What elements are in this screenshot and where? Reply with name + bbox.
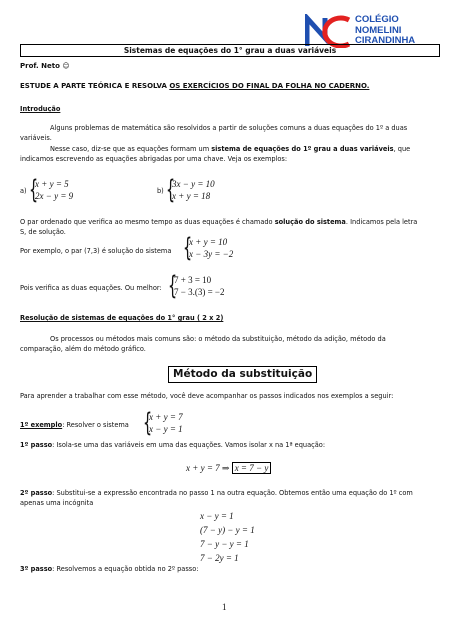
step-1-text: : Isola-se uma das variáveis em uma das equações. Vamos isolar x na 1ª equação: bbox=[52, 441, 326, 449]
example-b-eq1: 3x − y = 10 bbox=[172, 179, 215, 189]
p3-part-b: solução do sistema bbox=[274, 218, 346, 226]
step-1-equation bbox=[186, 462, 271, 474]
p2-part-d: indicamos escrevendo as equações abrigadas por uma chave. Veja os exemplos: bbox=[20, 154, 288, 163]
system-2-eq1: 7 + 3 = 10 bbox=[174, 275, 212, 285]
step-2-text-a: : Substitui-se a expressão encontrada no passo 1 na outra equação. Obtemos então uma equação do 1º com bbox=[52, 489, 413, 497]
page-number: 1 bbox=[222, 602, 227, 612]
instruction-part-a: ESTUDE A PARTE TEÓRICA E RESOLVA bbox=[20, 82, 170, 90]
example-b-label: b) bbox=[157, 187, 164, 195]
intro-heading: Introdução bbox=[20, 105, 61, 113]
instruction bbox=[20, 82, 369, 90]
brace-icon: { bbox=[168, 271, 178, 301]
school-logo bbox=[305, 14, 445, 48]
method-title bbox=[168, 366, 317, 383]
system-3-eq1: x + y = 7 bbox=[149, 412, 183, 422]
logo-line-3: CIRANDINHA bbox=[355, 35, 416, 46]
example-a-label: a) bbox=[20, 187, 27, 195]
logo-line-1: COLÉGIO bbox=[355, 14, 399, 25]
step-2-line-4: 7 − 2y = 1 bbox=[200, 553, 239, 563]
example-pair-text: Por exemplo, o par (7,3) é solução do sistema bbox=[20, 247, 172, 255]
step-2-line-1: x − y = 1 bbox=[200, 511, 234, 521]
step-1-eq-box: x = 7 − y bbox=[232, 462, 272, 474]
example-1 bbox=[20, 421, 129, 429]
step-3-label: 3º passo bbox=[20, 565, 53, 573]
system-1-eq1: x + y = 10 bbox=[189, 237, 228, 247]
solution-paragraph bbox=[20, 218, 445, 237]
system-3-eq2: x − y = 1 bbox=[149, 424, 183, 434]
page-title bbox=[20, 44, 440, 57]
method-title-text: Método da substituição bbox=[173, 368, 313, 380]
step-2-equations bbox=[200, 509, 255, 565]
p2-part-c: , que bbox=[393, 145, 411, 153]
p3-part-c: . Indicamos pela letra bbox=[345, 218, 418, 226]
example-1-text: : Resolver o sistema bbox=[62, 421, 129, 429]
intro-paragraph-2 bbox=[20, 145, 445, 164]
p3-part-d: S, de solução. bbox=[20, 227, 66, 236]
brace-icon: { bbox=[29, 175, 39, 205]
teacher-name: Prof. Neto ☺ bbox=[20, 62, 70, 70]
step-2-label: 2º passo bbox=[20, 489, 53, 497]
step-2-line-2: (7 − y) − y = 1 bbox=[200, 525, 255, 535]
p1-line: Alguns problemas de matemática são resolvidos a partir de soluções comuns a duas equações do 1º a duas bbox=[50, 124, 408, 132]
brace-icon: { bbox=[183, 233, 193, 263]
p6-line-a: Os processos ou métodos mais comuns são: o método da substituição, método da adição, método da bbox=[50, 335, 386, 343]
brace-icon: { bbox=[166, 175, 176, 205]
step-1-eq-left: x + y = 7 ⇒ bbox=[186, 463, 230, 473]
p1b-line: variáveis. bbox=[20, 133, 52, 142]
step-1-label: 1º passo bbox=[20, 441, 53, 449]
example-a-eq2: 2x − y = 9 bbox=[35, 191, 74, 201]
instruction-part-b: OS EXERCÍCIOS DO FINAL DA FOLHA NO CADERNO. bbox=[169, 82, 370, 90]
page-title-text: Sistemas de equações do 1° grau a duas variáveis bbox=[123, 46, 337, 55]
resolution-heading: Resolução de sistemas de equações do 1° grau ( 2 x 2) bbox=[20, 314, 224, 322]
step-2 bbox=[20, 489, 445, 508]
system-2-eq2: 7 − 3.(3) = −2 bbox=[174, 287, 225, 297]
method-intro: Para aprender a trabalhar com esse método, você deve acompanhar os passos indicados nos exemplos a seguir: bbox=[20, 392, 394, 400]
verify-text: Pois verifica as duas equações. Ou melhor: bbox=[20, 284, 162, 292]
example-b-eq2: x + y = 18 bbox=[172, 191, 211, 201]
example-1-label: 1º exemplo bbox=[20, 421, 63, 429]
logo-nc-mark bbox=[305, 14, 351, 48]
step-3 bbox=[20, 565, 198, 573]
step-2-text-b: apenas uma incógnita bbox=[20, 498, 94, 507]
p3-part-a: O par ordenado que verifica ao mesmo tempo as duas equações é chamado bbox=[20, 218, 275, 226]
logo-line-2: NOMELINI bbox=[355, 24, 402, 36]
intro-paragraph-1 bbox=[20, 124, 440, 143]
brace-icon: { bbox=[143, 408, 153, 438]
step-1 bbox=[20, 441, 445, 449]
p2-part-a: Nesse caso, diz-se que as equações formam um bbox=[50, 145, 212, 153]
step-2-line-3: 7 − y − y = 1 bbox=[200, 539, 249, 549]
p2-part-b: sistema de equações do 1º grau a duas variáveis bbox=[211, 145, 394, 153]
system-1-eq2: x − 3y = −2 bbox=[189, 249, 234, 259]
methods-paragraph bbox=[20, 335, 445, 354]
step-3-text: : Resolvemos a equação obtida no 2º passo: bbox=[52, 565, 199, 573]
example-a-eq1: x + y = 5 bbox=[35, 179, 69, 189]
p6-line-b: comparação, além do método gráfico. bbox=[20, 344, 146, 353]
